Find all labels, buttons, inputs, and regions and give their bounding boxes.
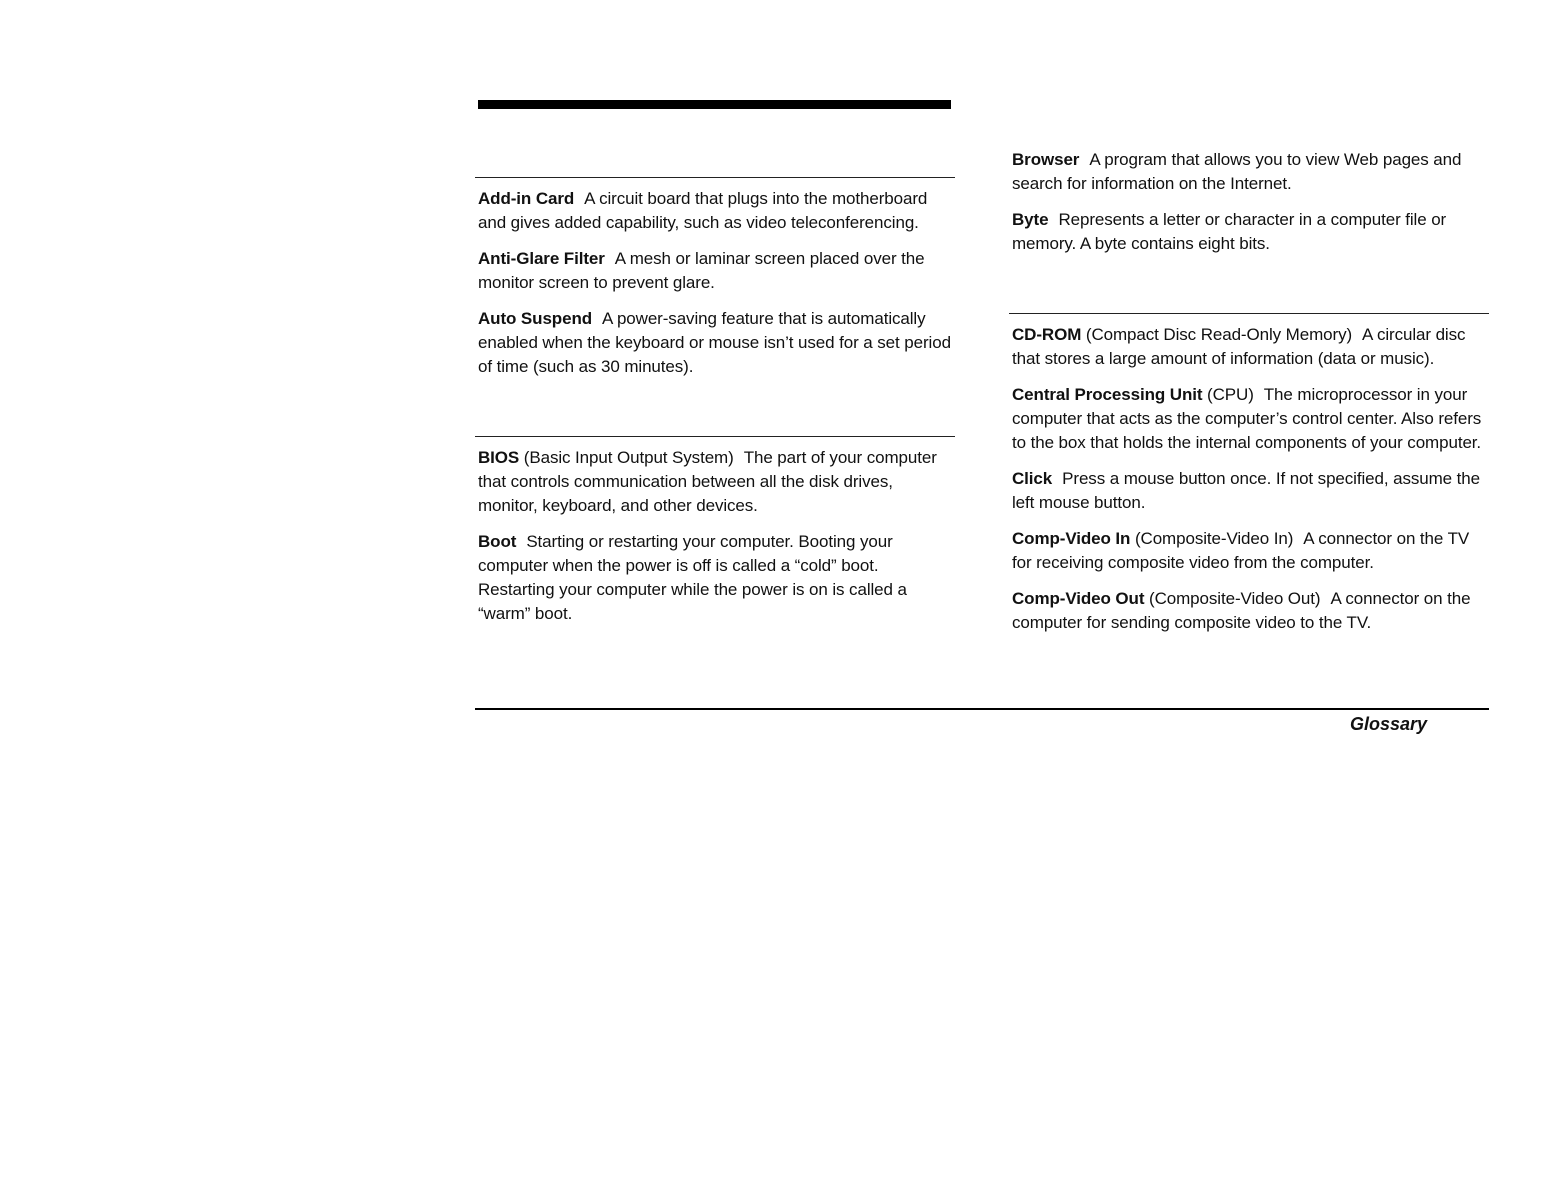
glossary-entry-comp-video-out [1012, 587, 1486, 635]
entry-term: Comp-Video Out [1012, 589, 1145, 608]
entry-definition: A circular disc that stores a large amount of information (data or music). [1012, 325, 1466, 368]
entry-definition: A circuit board that plugs into the motherboard and gives added capability, such as video teleconferencing. [478, 189, 928, 232]
footer-section-label: Glossary [1349, 714, 1427, 734]
glossary-entry-comp-video-in [1012, 527, 1486, 575]
entry-definition: A connector on the computer for sending composite video to the TV. [1012, 589, 1471, 632]
entry-term: Comp-Video In [1012, 529, 1131, 548]
glossary-entry-click [1012, 467, 1486, 515]
entry-definition: A power-saving feature that is automatically enabled when the keyboard or mouse isn’t used for a set period of time (such as 30 minutes). [478, 309, 951, 376]
section-a [478, 187, 952, 391]
entry-definition: The part of your computer that controls communication between all the disk drives, monitor, keyboard, and other devices. [478, 448, 937, 515]
entry-term: CD-ROM [1012, 325, 1082, 344]
section-a-rule [475, 177, 955, 178]
glossary-entry-central-processing-unit [1012, 383, 1486, 455]
entry-term: Add-in Card [478, 189, 575, 208]
entry-term: Boot [478, 532, 517, 551]
entry-term: BIOS [478, 448, 520, 467]
entry-expansion: (Composite-Video Out) [1149, 589, 1321, 608]
glossary-entry-bios [478, 446, 952, 518]
entry-term: Browser [1012, 150, 1080, 169]
entry-expansion: (CPU) [1207, 385, 1254, 404]
entry-term: Byte [1012, 210, 1049, 229]
section-b-left [478, 446, 952, 638]
glossary-entry-browser [1012, 148, 1486, 196]
entry-term: Anti-Glare Filter [478, 249, 605, 268]
footer-rule [475, 708, 1489, 710]
entry-definition: Starting or restarting your computer. Booting your computer when the power is off is called a “cold” boot. Restarting your computer while the power is on is called a “warm” boot. [478, 532, 907, 623]
glossary-entry-auto-suspend [478, 307, 952, 379]
entry-term: Click [1012, 469, 1053, 488]
section-c-rule [1009, 313, 1489, 314]
entry-definition: Represents a letter or character in a computer file or memory. A byte contains eight bits. [1012, 210, 1447, 253]
entry-definition: A mesh or laminar screen placed over the monitor screen to prevent glare. [478, 249, 925, 292]
entry-definition: A program that allows you to view Web pages and search for information on the Internet. [1012, 150, 1462, 193]
glossary-entry-anti-glare-filter [478, 247, 952, 295]
section-b-rule [475, 436, 955, 437]
entry-term: Auto Suspend [478, 309, 593, 328]
entry-term: Central Processing Unit [1012, 385, 1203, 404]
entry-definition: A connector on the TV for receiving composite video from the computer. [1012, 529, 1470, 572]
entry-definition: Press a mouse button once. If not specified, assume the left mouse button. [1012, 469, 1480, 512]
entry-expansion: (Basic Input Output System) [523, 448, 734, 467]
glossary-entry-byte [1012, 208, 1486, 256]
glossary-entry-add-in-card [478, 187, 952, 235]
entry-expansion: (Composite-Video In) [1134, 529, 1294, 548]
entry-definition: The microprocessor in your computer that acts as the computer’s control center. Also refers to the box that holds the internal components of your computer. [1012, 385, 1482, 452]
glossary-entry-boot [478, 530, 952, 626]
section-c [1012, 323, 1486, 647]
header-rule [478, 100, 951, 109]
entry-expansion: (Compact Disc Read-Only Memory) [1085, 325, 1353, 344]
section-b-right [1012, 148, 1486, 268]
glossary-entry-cd-rom [1012, 323, 1486, 371]
